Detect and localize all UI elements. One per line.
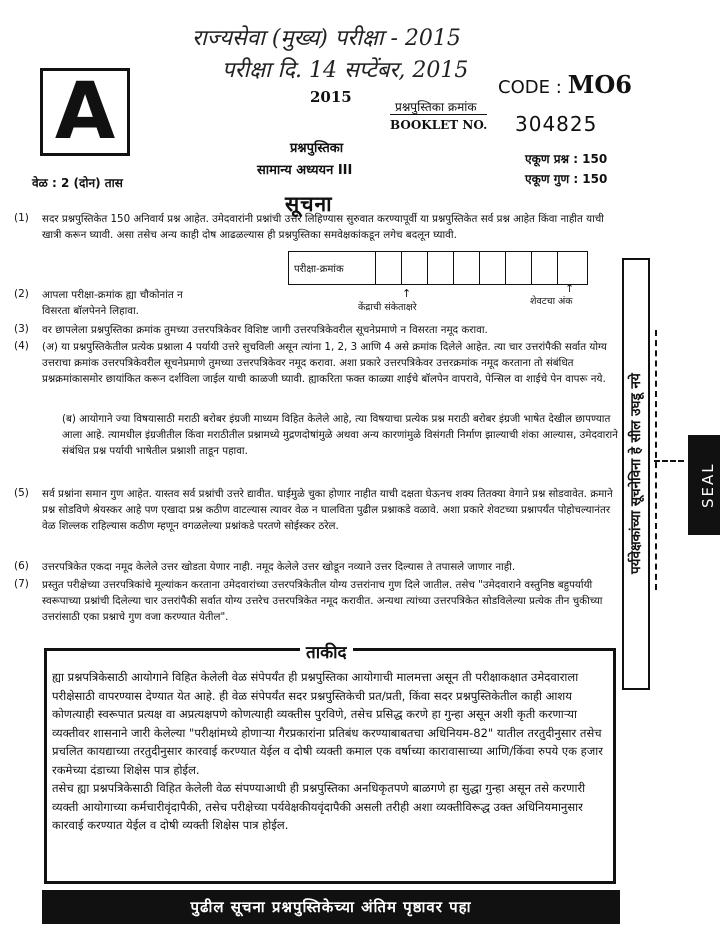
roll-number-label: परीक्षा-क्रमांक: [294, 264, 344, 275]
seal-tab-line: [654, 460, 684, 462]
arrow-up-icon: ↑: [402, 287, 412, 300]
roll-cell[interactable]: [375, 252, 401, 284]
instruction-7: प्रस्तुत परीक्षेच्या उत्तरपत्रिकांचे मूल्यांकन करताना उमेदवारांच्या उत्तरपत्रिकेतील योग्य उत्तरांनाच गुण दिले जातील. तसेच "उमेदवाराने वस्तुनिष्ठ बहुपर्यायी स्वरूपाच्या प्रश्नांची दिलेल्या चार उत्तरांपैकी सर्वात योग्य उत्तरेच उत्तरपत्रिकेत नमूद करावीत. अन्यथा त्यांच्या उत्तरपत्रिकेत सोडविलेल्या प्रत्येक तीन चुकीच्या उत्तरांसाठी एका प्रश्नाचे गुण वजा करण्यात येतील".: [42, 579, 603, 623]
arrow-up-icon: ↑: [565, 282, 575, 295]
roll-number-box[interactable]: [288, 251, 588, 285]
seal-warning-strip: पर्यवेक्षकांच्या सूचनेविना हे सील उघडू नये: [622, 258, 650, 690]
exam-code: [498, 70, 632, 99]
roll-cell[interactable]: [401, 252, 427, 284]
warning-text: [52, 668, 610, 835]
instruction-5: सर्व प्रश्नांना समान गुण आहेत. यास्तव सर्व प्रश्नांची उत्तरे द्यावीत. घाईमुळे चुका होणार नाहीत याची दक्षता घेऊनच शक्य तितक्या वेगाने प्रश्न सोडवावेत. क्रमाने प्रश्न सोडविणे श्रेयस्कर आहे पण एखादा प्रश्न कठीण वाटल्यास त्यावर वेळ न घालविता पुढील प्रश्नाकडे वळावे. अशा प्रकारे शेवटच्या प्रश्नापर्यंत पोहोचल्यानंतर वेळ शिल्लक राहिल्यास कठीण म्हणून वगळलेल्या प्रश्नांकडे परतणे सोईस्कर ठरेल.: [42, 488, 613, 532]
footer-note: पुढील सूचना प्रश्नपुस्तिकेच्या अंतिम पृष्ठावर पहा: [42, 890, 620, 924]
center-code-label: केंद्राची संकेताक्षरे: [358, 302, 417, 313]
code-value: MO6: [567, 70, 632, 99]
roll-cell[interactable]: [557, 252, 583, 284]
instruction-number: (2): [14, 288, 29, 300]
instruction-number: (5): [14, 487, 29, 499]
instruction-number: (7): [14, 578, 29, 590]
last-digit-label: शेवटचा अंक: [530, 296, 573, 307]
roll-cell[interactable]: [427, 252, 453, 284]
instruction-4a: (अ) या प्रश्नपुस्तिकेतील प्रत्येक प्रश्नाला 4 पर्यायी उत्तरे सुचविली असून त्यांना 1, 2, 3 आणि 4 असे क्रमांक दिलेले आहेत. त्या चार उत्तरांपैकी सर्वात योग्य उत्तराचा क्रमांक उत्तरपत्रिकेवरील सूचनेप्रमाणे तुमच्या उत्तरपत्रिकेवर नमूद करावा. अशा प्रकारे उत्तरपत्रिकेवर उत्तरक्रमांक नमूद करताना तो संबंधित प्रश्नक्रमांकासमोर छायांकित करून दर्शविला जाईल याची काळजी घ्यावी. ह्याकरिता फक्त काळ्या शाईचे बॉलपेन वापरावे, पेन्सिल वा शाईचे पेन वापरू नये.: [42, 341, 607, 385]
instruction-number: (3): [14, 323, 29, 335]
handwritten-exam-date: परीक्षा दि. 14 सप्टेंबर, 2015: [222, 58, 469, 83]
booklet-label-marathi: प्रश्नपुस्तिका क्रमांक: [395, 100, 477, 114]
handwritten-exam-name: राज्यसेवा (मुख्य) परीक्षा - 2015: [192, 26, 461, 51]
exam-time: वेळ : 2 (दोन) तास: [32, 176, 123, 190]
instruction-3: वर छापलेला प्रश्नपुस्तिका क्रमांक तुमच्या उत्तरपत्रिकेवर विशिष्ट जागी उत्तरपत्रिकेवरील सूचनेप्रमाणे न विसरता नमूद करावा.: [42, 324, 488, 336]
subject-title: सामान्य अध्ययन III: [257, 163, 353, 178]
instructions-title: सूचना: [285, 192, 333, 216]
instruction-4b: (ब) आयोगाने ज्या विषयासाठी मराठी बरोबर इंग्रजी माध्यम विहित केलेले आहे, त्या विषयाचा प्रत्येक प्रश्न मराठी बरोबर इंग्रजी भाषेत देखील छापण्यात आला आहे. त्यामधील इंग्रजीतील किंवा मराठीतील प्रश्नामध्ये मुद्रणदोषांमुळे अथवा अन्य कारणांमुळे विसंगती निर्माण झाल्याची शंका आल्यास, उमेदवाराने संबंधित प्रश्न पर्यायी भाषेतील प्रश्नाशी ताडून पहावा.: [62, 413, 618, 457]
booklet-title: प्रश्नपुस्तिका: [290, 141, 344, 156]
instruction-2: आपला परीक्षा-क्रमांक ह्या चौकोनांत न विसरता बॉलपेनने लिहावा.: [42, 289, 183, 317]
instruction-1: सदर प्रश्नपुस्तिकेत 150 अनिवार्य प्रश्न आहेत. उमेदवारांनी प्रश्नांची उत्तरे लिहिण्यास सुरुवात करण्यापूर्वी या प्रश्नपुस्तिकेत सर्व प्रश्न आहेत किंवा नाहीत याची खात्री करून घ्यावी. असा तसेच अन्य काही दोष आढळल्यास ही प्रश्नपुस्तिका समवेक्षकांकडून लगेच बदलून घ्यावी.: [42, 213, 604, 241]
instruction-number: (1): [14, 212, 29, 224]
code-label: CODE :: [498, 77, 562, 98]
roll-cell[interactable]: [531, 252, 557, 284]
booklet-number: 304825: [515, 112, 598, 136]
question-set-letter: A: [40, 68, 130, 156]
warning-paragraph-2: तसेच ह्या प्रश्नपत्रिकेसाठी विहित केलेली वेळ संपण्याआधी ही प्रश्नपुस्तिका अनधिकृतपणे बाळगणे हा सुद्धा गुन्हा असून तसे करणारी व्यक्ती आयोगाच्या कर्मचारीवृंदापैकी, तसेच परीक्षेच्या पर्यवेक्षकीयवृंदापैकी असली तरीही अशा व्यक्तीविरूद्ध उक्त अधिनियमानुसार कारवाई करण्यात येईल व दोषी व्यक्ती शिक्षेस पात्र होईल.: [52, 781, 586, 832]
warning-title: ताकीद: [300, 640, 353, 663]
total-questions: एकूण प्रश्न : 150: [525, 152, 608, 166]
instruction-number: (4): [14, 340, 29, 352]
exam-year: 2015: [310, 88, 352, 106]
roll-cell[interactable]: [479, 252, 505, 284]
roll-cell[interactable]: [453, 252, 479, 284]
instruction-6: उत्तरपत्रिकेत एकदा नमूद केलेले उत्तर खोडता येणार नाही. नमूद केलेले उत्तर खोडून नव्याने उत्तर दिल्यास ते तपासले जाणार नाही.: [42, 561, 516, 573]
total-marks: एकूण गुण : 150: [525, 172, 608, 186]
instruction-number: (6): [14, 560, 29, 572]
seal-tab[interactable]: SEAL: [688, 435, 720, 535]
booklet-label-english: BOOKLET NO.: [390, 114, 487, 132]
roll-cell[interactable]: [505, 252, 531, 284]
warning-paragraph-1: ह्या प्रश्नपत्रिकेसाठी आयोगाने विहित केलेली वेळ संपेपर्यंत ही प्रश्नपुस्तिका आयोगाची मालमत्ता असून ती परीक्षाकक्षात उमेदवाराला परीक्षेसाठी वापरण्यास देण्यात येत आहे. ही वेळ संपेपर्यंत सदर प्रश्नपुस्तिकेची प्रत/प्रती, किंवा सदर प्रश्नपुस्तिकेतील काही आशय कोणत्याही स्वरूपात प्रत्यक्ष वा अप्रत्यक्षपणे कोणत्याही व्यक्तीस पुरविणे, तसेच प्रसिद्ध करणे हा गुन्हा असून अशी कृती करणाऱ्या व्यक्तीवर शासनाने जारी केलेल्या "परीक्षांमध्ये होणाऱ्या गैरप्रकारांना प्रतिबंध करण्याबाबतचा अधिनियम-82" यातील तरतुदीनुसार तसेच प्रचलित कायद्याच्या तरतुदीनुसार कारवाई करण्यात येईल व दोषी व्यक्ती कमाल एक वर्षाच्या कारावासाच्या आणि/किंवा रुपये एक हजार रकमेच्या दंडाच्या शिक्षेस पात्र होईल.: [52, 670, 603, 777]
